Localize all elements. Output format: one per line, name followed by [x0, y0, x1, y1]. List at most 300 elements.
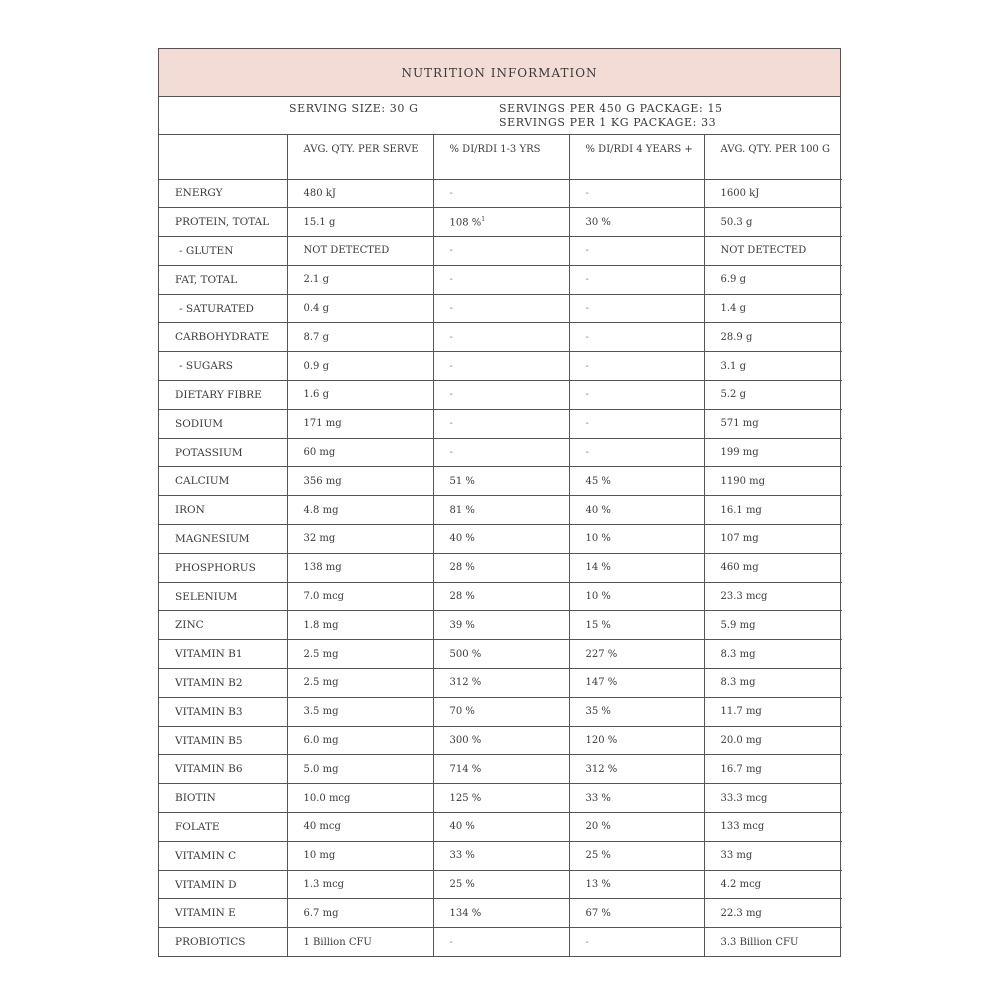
di-1-3-yrs-cell [433, 669, 569, 698]
avg-per-serve: 10.0 mcg [303, 792, 351, 804]
avg-per-100g: 5.9 mg [720, 619, 756, 631]
avg-per-serve: 1.6 g [303, 389, 329, 401]
di-4-years: 10 % [585, 591, 611, 603]
di-1-3-yrs: 28 % [449, 562, 475, 574]
table-row [159, 640, 842, 669]
nutrition-panel [158, 48, 841, 957]
avg-per-serve: 8.7 g [303, 331, 329, 343]
nutrient-name: - GLUTEN [179, 244, 234, 257]
nutrient-name: VITAMIN B2 [175, 676, 243, 689]
avg-per-100g-cell [704, 784, 842, 813]
di-4-years-cell [569, 352, 704, 381]
table-row [159, 784, 842, 813]
di-1-3-yrs-cell [433, 496, 569, 525]
avg-per-serve-cell [287, 841, 433, 870]
di-1-3-yrs-cell [433, 467, 569, 496]
avg-per-serve: NOT DETECTED [303, 245, 390, 257]
table-row [159, 381, 842, 410]
header-avg-per-100g: AVG. QTY. PER 100 G [704, 135, 842, 179]
di-1-3-yrs: 500 % [449, 648, 482, 660]
table-row [159, 179, 842, 208]
nutrient-name-cell [159, 899, 287, 928]
avg-per-serve-cell [287, 611, 433, 640]
di-1-3-yrs-cell [433, 208, 569, 237]
di-1-3-yrs: - [449, 360, 453, 372]
di-1-3-yrs-cell [433, 179, 569, 208]
avg-per-serve: 15.1 g [303, 216, 336, 228]
di-1-3-yrs: 25 % [449, 879, 475, 891]
avg-per-100g: 16.1 mg [720, 504, 762, 516]
table-row [159, 553, 842, 582]
di-1-3-yrs-cell [433, 294, 569, 323]
di-4-years: - [585, 274, 589, 286]
nutrient-name: POTASSIUM [175, 446, 243, 459]
avg-per-100g-cell [704, 841, 842, 870]
di-4-years: 67 % [585, 907, 611, 919]
avg-per-100g: 3.1 g [720, 360, 746, 372]
di-4-years: - [585, 389, 589, 401]
di-4-years-cell [569, 784, 704, 813]
avg-per-100g: 8.3 mg [720, 677, 756, 689]
di-1-3-yrs: 70 % [449, 706, 475, 718]
nutrient-name-cell [159, 179, 287, 208]
di-4-years-cell [569, 582, 704, 611]
nutrient-name: BIOTIN [175, 792, 216, 805]
di-4-years-cell [569, 294, 704, 323]
nutrient-name: - SUGARS [179, 360, 233, 373]
di-4-years-cell [569, 525, 704, 554]
avg-per-serve: 171 mg [303, 418, 342, 430]
di-4-years-cell [569, 553, 704, 582]
di-1-3-yrs-cell [433, 899, 569, 928]
avg-per-serve: 0.9 g [303, 360, 329, 372]
di-1-3-yrs: 81 % [449, 504, 475, 516]
table-row [159, 294, 842, 323]
table-row [159, 611, 842, 640]
nutrient-name: PROTEIN, TOTAL [175, 216, 270, 229]
avg-per-serve-cell [287, 179, 433, 208]
table-row [159, 525, 842, 554]
table-row [159, 409, 842, 438]
table-row [159, 697, 842, 726]
di-1-3-yrs-cell [433, 265, 569, 294]
avg-per-100g: 8.3 mg [720, 648, 756, 660]
avg-per-100g-cell [704, 611, 842, 640]
nutrient-name: SELENIUM [175, 590, 238, 603]
di-4-years: 10 % [585, 533, 611, 545]
nutrient-name-cell [159, 726, 287, 755]
avg-per-100g-cell [704, 928, 842, 956]
table-row [159, 928, 842, 956]
di-4-years: 30 % [585, 216, 611, 228]
di-4-years: 20 % [585, 821, 611, 833]
avg-per-100g: 16.7 mg [720, 763, 762, 775]
di-4-years: 227 % [585, 648, 618, 660]
di-1-3-yrs: 300 % [449, 735, 482, 747]
avg-per-serve: 6.0 mg [303, 735, 339, 747]
di-4-years-cell [569, 409, 704, 438]
di-1-3-yrs-cell [433, 525, 569, 554]
avg-per-100g-cell [704, 755, 842, 784]
di-1-3-yrs: 312 % [449, 677, 482, 689]
avg-per-serve: 7.0 mcg [303, 591, 345, 603]
nutrient-name-cell [159, 582, 287, 611]
di-4-years-cell [569, 899, 704, 928]
di-4-years: 312 % [585, 763, 618, 775]
avg-per-serve: 6.7 mg [303, 907, 339, 919]
di-4-years-cell [569, 697, 704, 726]
di-4-years-cell [569, 265, 704, 294]
header-avg-per-serve: AVG. QTY. PER SERVE [287, 135, 433, 179]
avg-per-100g-cell [704, 265, 842, 294]
avg-per-serve-cell [287, 928, 433, 956]
di-1-3-yrs: - [449, 274, 453, 286]
avg-per-serve: 138 mg [303, 562, 342, 574]
table-row [159, 899, 842, 928]
nutrient-name: SODIUM [175, 417, 223, 430]
nutrient-name: VITAMIN B3 [175, 705, 243, 718]
nutrient-name-cell [159, 640, 287, 669]
nutrient-name: VITAMIN E [175, 907, 236, 920]
nutrient-name-cell [159, 870, 287, 899]
avg-per-100g-cell [704, 352, 842, 381]
avg-per-serve: 3.5 mg [303, 706, 339, 718]
di-4-years: - [585, 303, 589, 315]
avg-per-100g-cell [704, 640, 842, 669]
di-1-3-yrs-cell [433, 611, 569, 640]
avg-per-serve: 40 mcg [303, 821, 341, 833]
table-row [159, 726, 842, 755]
avg-per-serve-cell [287, 352, 433, 381]
nutrient-name-cell [159, 669, 287, 698]
di-4-years-cell [569, 611, 704, 640]
di-1-3-yrs: - [449, 447, 453, 459]
avg-per-serve: 10 mg [303, 850, 336, 862]
di-4-years-cell [569, 669, 704, 698]
avg-per-100g-cell [704, 409, 842, 438]
avg-per-100g: 3.3 Billion CFU [720, 936, 799, 948]
header-di-4-years: % DI/RDI 4 YEARS + [569, 135, 704, 179]
avg-per-100g: 1.4 g [720, 303, 746, 315]
nutrient-name: VITAMIN B5 [175, 734, 243, 747]
di-4-years-cell [569, 841, 704, 870]
di-4-years: - [585, 418, 589, 430]
avg-per-serve: 1 Billion CFU [303, 936, 372, 948]
table-row [159, 582, 842, 611]
di-1-3-yrs-cell [433, 582, 569, 611]
di-4-years: - [585, 447, 589, 459]
avg-per-serve: 5.0 mg [303, 763, 339, 775]
di-1-3-yrs: - [449, 418, 453, 430]
di-1-3-yrs-cell [433, 726, 569, 755]
avg-per-100g: 1190 mg [720, 475, 766, 487]
avg-per-serve-cell [287, 496, 433, 525]
nutrient-name-cell [159, 294, 287, 323]
di-4-years-cell [569, 438, 704, 467]
nutrient-name-cell [159, 352, 287, 381]
avg-per-100g-cell [704, 813, 842, 842]
di-1-3-yrs-cell [433, 237, 569, 266]
nutrition-table [159, 135, 842, 956]
nutrient-name: CALCIUM [175, 475, 230, 488]
avg-per-serve-cell [287, 870, 433, 899]
avg-per-100g: 460 mg [720, 562, 759, 574]
avg-per-serve: 60 mg [303, 447, 336, 459]
avg-per-serve-cell [287, 784, 433, 813]
table-row [159, 323, 842, 352]
avg-per-serve-cell [287, 265, 433, 294]
avg-per-serve-cell [287, 525, 433, 554]
avg-per-100g-cell [704, 438, 842, 467]
di-4-years: - [585, 331, 589, 343]
nutrient-name: FOLATE [175, 820, 220, 833]
avg-per-100g-cell [704, 179, 842, 208]
avg-per-serve-cell [287, 669, 433, 698]
di-4-years: 33 % [585, 792, 611, 804]
panel-title: NUTRITION INFORMATION [159, 49, 840, 97]
di-4-years: 45 % [585, 475, 611, 487]
di-1-3-yrs: 28 % [449, 591, 475, 603]
nutrient-name: VITAMIN B6 [175, 763, 243, 776]
avg-per-100g: 33.3 mcg [720, 792, 768, 804]
di-4-years: 120 % [585, 735, 618, 747]
di-4-years-cell [569, 208, 704, 237]
di-4-years: - [585, 245, 589, 257]
avg-per-serve-cell [287, 755, 433, 784]
avg-per-100g-cell [704, 525, 842, 554]
di-4-years-cell [569, 813, 704, 842]
avg-per-serve-cell [287, 294, 433, 323]
table-row [159, 496, 842, 525]
table-row [159, 669, 842, 698]
servings-per-1kg: SERVINGS PER 1 KG PACKAGE: 33 [499, 116, 717, 129]
nutrient-name-cell [159, 208, 287, 237]
table-row [159, 841, 842, 870]
nutrient-name: CARBOHYDRATE [175, 331, 270, 344]
avg-per-serve-cell [287, 208, 433, 237]
di-1-3-yrs: 134 % [449, 907, 482, 919]
nutrient-name-cell [159, 813, 287, 842]
di-4-years-cell [569, 323, 704, 352]
di-4-years: 35 % [585, 706, 611, 718]
avg-per-100g-cell [704, 381, 842, 410]
avg-per-100g-cell [704, 553, 842, 582]
serving-info [159, 97, 840, 135]
avg-per-100g: 1600 kJ [720, 187, 760, 199]
avg-per-100g-cell [704, 899, 842, 928]
di-1-3-yrs: 714 % [449, 763, 482, 775]
nutrient-name: IRON [175, 504, 205, 517]
di-4-years-cell [569, 237, 704, 266]
avg-per-100g-cell [704, 294, 842, 323]
di-4-years-cell [569, 870, 704, 899]
di-1-3-yrs: 40 % [449, 821, 475, 833]
avg-per-100g: 22.3 mg [720, 907, 762, 919]
nutrient-name-cell [159, 697, 287, 726]
nutrient-name-cell [159, 784, 287, 813]
di-1-3-yrs: - [449, 303, 453, 315]
di-4-years-cell [569, 928, 704, 956]
table-row [159, 755, 842, 784]
di-1-3-yrs-cell [433, 841, 569, 870]
di-1-3-yrs-cell [433, 409, 569, 438]
avg-per-100g: 50.3 g [720, 216, 753, 228]
avg-per-100g-cell [704, 323, 842, 352]
di-1-3-yrs: - [449, 936, 453, 948]
avg-per-serve-cell [287, 237, 433, 266]
header-di-1-3-yrs: % DI/RDI 1-3 YRS [433, 135, 569, 179]
di-1-3-yrs: 108 % [449, 217, 482, 229]
di-4-years-cell [569, 467, 704, 496]
di-1-3-yrs-cell [433, 323, 569, 352]
di-4-years: 147 % [585, 677, 618, 689]
nutrient-name: VITAMIN B1 [175, 648, 243, 661]
avg-per-100g: 33 mg [720, 850, 753, 862]
avg-per-100g: NOT DETECTED [720, 245, 807, 257]
avg-per-100g: 199 mg [720, 447, 759, 459]
avg-per-serve-cell [287, 553, 433, 582]
avg-per-100g: 5.2 g [720, 389, 746, 401]
nutrient-name-cell [159, 381, 287, 410]
nutrient-name: VITAMIN C [175, 849, 237, 862]
servings-per-package [499, 102, 723, 130]
di-4-years-cell [569, 640, 704, 669]
avg-per-serve-cell [287, 640, 433, 669]
nutrient-name-cell [159, 409, 287, 438]
di-1-3-yrs: 51 % [449, 475, 475, 487]
di-4-years-cell [569, 726, 704, 755]
di-1-3-yrs: 39 % [449, 619, 475, 631]
avg-per-serve: 0.4 g [303, 303, 329, 315]
nutrient-name-cell [159, 438, 287, 467]
nutrient-name: FAT, TOTAL [175, 273, 238, 286]
nutrient-name-cell [159, 755, 287, 784]
avg-per-serve-cell [287, 438, 433, 467]
avg-per-serve-cell [287, 582, 433, 611]
avg-per-100g: 28.9 g [720, 331, 753, 343]
nutrient-name: ENERGY [175, 187, 223, 200]
di-1-3-yrs-cell [433, 870, 569, 899]
nutrient-name-cell [159, 467, 287, 496]
di-1-3-yrs-cell [433, 928, 569, 956]
avg-per-serve: 480 kJ [303, 187, 336, 199]
di-4-years-cell [569, 381, 704, 410]
nutrient-name-cell [159, 928, 287, 956]
servings-per-450g: SERVINGS PER 450 G PACKAGE: 15 [499, 102, 723, 115]
table-row [159, 265, 842, 294]
avg-per-serve: 2.5 mg [303, 677, 339, 689]
di-4-years: 40 % [585, 504, 611, 516]
table-row [159, 237, 842, 266]
nutrient-name-cell [159, 525, 287, 554]
avg-per-serve-cell [287, 899, 433, 928]
nutrient-name-cell [159, 265, 287, 294]
di-1-3-yrs: 33 % [449, 850, 475, 862]
table-row [159, 813, 842, 842]
di-1-3-yrs-cell [433, 352, 569, 381]
nutrient-name: PHOSPHORUS [175, 561, 256, 574]
avg-per-serve-cell [287, 381, 433, 410]
di-1-3-yrs-cell [433, 755, 569, 784]
avg-per-100g: 107 mg [720, 533, 759, 545]
nutrient-name-cell [159, 611, 287, 640]
avg-per-serve: 2.5 mg [303, 648, 339, 660]
table-row [159, 352, 842, 381]
di-4-years: 14 % [585, 562, 611, 574]
serving-size: SERVING SIZE: 30 G [289, 102, 419, 115]
di-1-3-yrs-cell [433, 813, 569, 842]
di-4-years: 13 % [585, 879, 611, 891]
table-row [159, 438, 842, 467]
table-header-row [159, 135, 842, 179]
di-4-years: 15 % [585, 619, 611, 631]
di-1-3-yrs-cell [433, 697, 569, 726]
avg-per-100g-cell [704, 467, 842, 496]
table-row [159, 208, 842, 237]
header-nutrient [159, 135, 287, 179]
avg-per-serve-cell [287, 467, 433, 496]
nutrient-name-cell [159, 553, 287, 582]
di-1-3-yrs-cell [433, 381, 569, 410]
di-4-years-cell [569, 496, 704, 525]
avg-per-serve-cell [287, 409, 433, 438]
avg-per-100g-cell [704, 669, 842, 698]
di-4-years: - [585, 936, 589, 948]
avg-per-100g-cell [704, 726, 842, 755]
avg-per-serve: 1.3 mcg [303, 879, 345, 891]
avg-per-100g: 23.3 mcg [720, 591, 768, 603]
avg-per-100g-cell [704, 237, 842, 266]
nutrient-name: DIETARY FIBRE [175, 388, 262, 401]
di-1-3-yrs: - [449, 187, 453, 199]
nutrient-name-cell [159, 841, 287, 870]
avg-per-100g: 571 mg [720, 418, 759, 430]
di-1-3-yrs: 125 % [449, 792, 482, 804]
avg-per-serve: 32 mg [303, 533, 336, 545]
di-4-years-cell [569, 179, 704, 208]
nutrient-name: - SATURATED [179, 302, 254, 315]
di-1-3-yrs: - [449, 331, 453, 343]
avg-per-100g-cell [704, 697, 842, 726]
nutrient-name-cell [159, 496, 287, 525]
avg-per-100g: 133 mcg [720, 821, 765, 833]
di-1-3-yrs-cell [433, 640, 569, 669]
avg-per-serve: 1.8 mg [303, 619, 339, 631]
di-4-years: - [585, 360, 589, 372]
table-row [159, 870, 842, 899]
avg-per-100g-cell [704, 496, 842, 525]
table-row [159, 467, 842, 496]
avg-per-100g: 11.7 mg [720, 706, 762, 718]
avg-per-100g-cell [704, 582, 842, 611]
di-1-3-yrs: - [449, 389, 453, 401]
avg-per-100g: 20.0 mg [720, 735, 762, 747]
nutrient-name-cell [159, 237, 287, 266]
avg-per-100g: 6.9 g [720, 274, 746, 286]
avg-per-serve: 4.8 mg [303, 504, 339, 516]
nutrient-name-cell [159, 323, 287, 352]
di-4-years: - [585, 187, 589, 199]
di-1-3-yrs-cell [433, 553, 569, 582]
avg-per-serve-cell [287, 697, 433, 726]
avg-per-serve: 356 mg [303, 475, 342, 487]
avg-per-serve-cell [287, 726, 433, 755]
avg-per-serve: 2.1 g [303, 274, 329, 286]
di-1-3-yrs: 40 % [449, 533, 475, 545]
di-4-years: 25 % [585, 850, 611, 862]
nutrient-name: VITAMIN D [175, 878, 237, 891]
avg-per-serve-cell [287, 813, 433, 842]
